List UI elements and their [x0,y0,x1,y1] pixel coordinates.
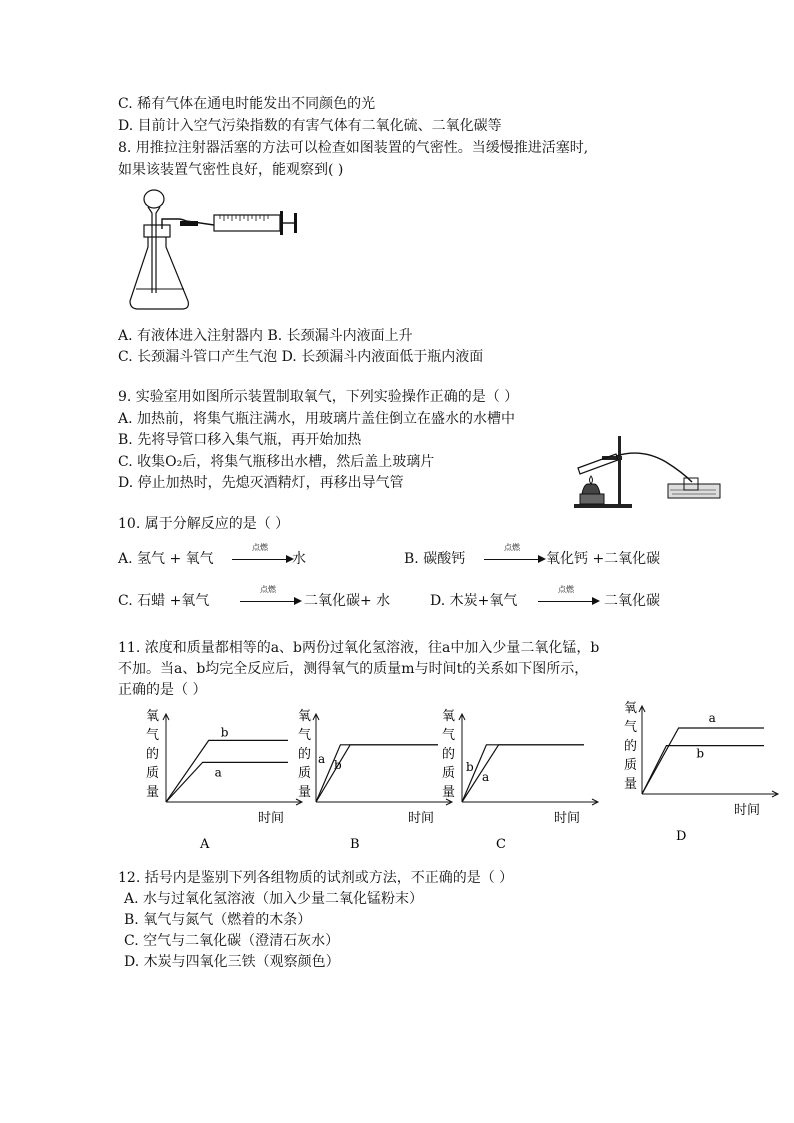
q12-stem: 12. 括号内是鉴别下列各组物质的试剂或方法，不正确的是（ ） [118,870,514,886]
q8-stem-1: 8. 用推拉注射器活塞的方法可以检查如图装置的气密性。当缓慢推进活塞时, [118,140,589,156]
y-label-char-C: 量 [442,785,456,800]
y-label-char-C: 质 [442,766,456,781]
y-label-char-A: 质 [146,766,160,781]
q12-option-c: C. 空气与二氧化碳（澄清石灰水） [124,933,340,949]
q10-d-condition: 点燃 [558,585,574,594]
x-label-B: 时间 [408,811,435,826]
q11-stem-3: 正确的是（ ） [118,682,207,698]
q9-apparatus-figure [572,432,724,512]
option-d-prev: D. 目前计入空气污染指数的有害气体有二氧化硫、二氧化碳等 [118,118,502,134]
q11-stem-2: 不加。当a、b均完全反应后，测得氧气的质量m与时间t的关系如下图所示， [118,661,589,677]
q10-a-reactants: A. 氢气 + 氧气 [118,551,214,567]
series-line-b-A [166,740,288,802]
q10-a-condition: 点燃 [252,543,268,552]
y-label-char-B: 氧 [298,709,312,724]
curve-label-a-D: a [708,711,716,725]
q10-d-arrow [538,585,600,611]
q8-apparatus-figure [118,185,308,315]
q12-option-d: D. 木炭与四氧化三铁（观察颜色） [124,954,340,970]
q10-a-arrow [232,543,294,569]
graph-caption-B: B [350,837,360,850]
q10-b-arrow [484,543,546,569]
curve-label-b-D: b [696,746,705,761]
q10-c-arrow [240,585,302,611]
q10-c-products: 二氧化碳+ 水 [304,593,391,609]
q8-options-cd: C. 长颈漏斗管口产生气泡 D. 长颈漏斗内液面低于瓶内液面 [118,349,484,365]
curve-label-b-A: b [220,725,229,740]
series-line-b-B [316,745,438,802]
series-line-a-D [642,728,764,794]
q8-options-ab: A. 有液体进入注射器内 B. 长颈漏斗内液面上升 [118,328,413,344]
q11-stem-1: 11. 浓度和质量都相等的a、b两份过氧化氢溶液，往a中加入少量二氧化锰，b [118,640,600,656]
y-label-char-A: 氧 [146,709,160,724]
q10-d-products: 二氧化碳 [604,593,660,609]
q10-c-reactants: C. 石蜡 +氧气 [118,593,210,609]
x-label-D: 时间 [734,803,761,818]
curve-label-a-A: a [214,765,222,780]
q10-b-products: 氧化钙 +二氧化碳 [546,551,661,567]
y-label-char-D: 量 [624,777,638,792]
y-label-char-D: 质 [624,758,638,773]
curve-label-a-B: a [318,751,326,766]
y-label-char-C: 氧 [442,709,456,724]
x-label-C: 时间 [554,811,581,826]
q10-b-reactants: B. 碳酸钙 [404,551,466,567]
y-label-char-B: 质 [298,766,312,781]
y-label-char-B: 的 [298,747,312,762]
q10-stem: 10. 属于分解反应的是（ ） [118,516,290,532]
q11-graphs [0,700,794,850]
series-line-a-A [166,762,288,802]
series-line-a-C [462,745,584,802]
q10-c-condition: 点燃 [260,585,276,594]
y-label-char-C: 的 [442,747,456,762]
y-label-char-A: 的 [146,747,160,762]
x-label-A: 时间 [258,811,285,826]
y-label-char-B: 气 [298,728,312,743]
q10-d-reactants: D. 木炭+氧气 [430,593,518,609]
series-line-a-B [316,745,438,802]
q9-option-b: B. 先将导管口移入集气瓶，再开始加热 [118,432,362,448]
curve-label-a-C: a [482,769,490,784]
y-label-char-B: 量 [298,785,312,800]
curve-label-b-B: b [334,757,342,772]
q8-stem-2: 如果该装置气密性良好，能观察到( ) [118,162,344,178]
q9-stem: 9. 实验室用如图所示装置制取氧气，下列实验操作正确的是（ ） [118,389,519,405]
y-label-char-D: 气 [624,720,638,735]
graph-caption-C: C [496,837,506,850]
y-label-char-C: 气 [442,728,456,743]
option-c-prev: C. 稀有气体在通电时能发出不同颜色的光 [118,96,376,112]
y-label-char-D: 氧 [624,701,638,716]
q10-a-products: 水 [292,551,306,567]
q12-option-a: A. 水与过氧化氢溶液（加入少量二氧化锰粉末） [124,891,424,907]
q10-b-condition: 点燃 [504,543,520,552]
q9-option-c: C. 收集O₂后，将集气瓶移出水槽，然后盖上玻璃片 [118,454,435,470]
q9-option-a: A. 加热前，将集气瓶注满水，用玻璃片盖住倒立在盛水的水槽中 [118,411,516,427]
graph-caption-A: A [200,837,210,850]
graph-caption-D: D [676,829,687,844]
y-label-char-A: 气 [146,728,160,743]
q12-option-b: B. 氧气与氮气（燃着的木条） [124,912,312,928]
curve-label-b-C: b [466,759,474,774]
y-label-char-A: 量 [146,785,160,800]
y-label-char-D: 的 [624,739,638,754]
q9-option-d: D. 停止加热时，先熄灭酒精灯，再移出导气管 [118,475,404,491]
